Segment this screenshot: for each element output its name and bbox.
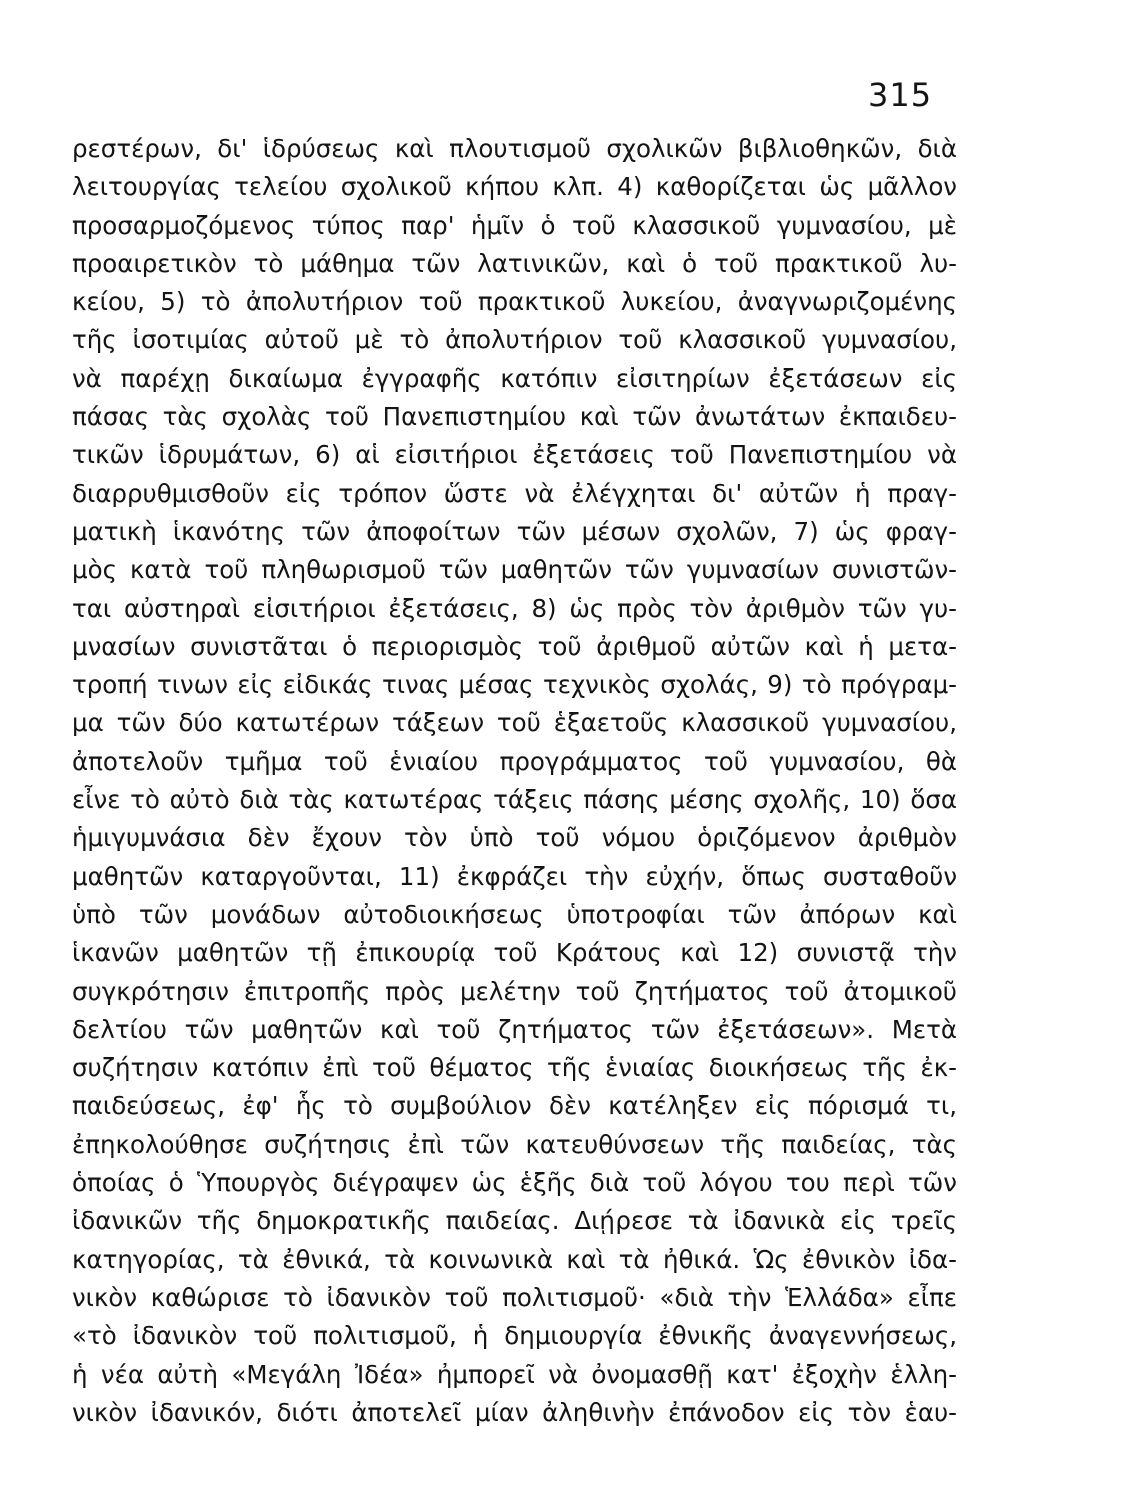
text-line: κείου, 5) τὸ ἀπολυτήριον τοῦ πρακτικοῦ λυκείου, ἀναγνωριζομένης [72, 287, 957, 317]
text-line: τῆς ἰσοτιμίας αὐτοῦ μὲ τὸ ἀπολυτήριον τοῦ κλασσικοῦ γυμνασίου, [72, 325, 957, 355]
text-line: ἐπηκολούθησε συζήτησις ἐπὶ τῶν κατευθύνσεων τῆς παιδείας, τὰς [72, 1129, 957, 1159]
text-line: πάσας τὰς σχολὰς τοῦ Πανεπιστημίου καὶ τῶν ἀνωτάτων ἐκπαιδευ- [72, 402, 957, 432]
body-text [72, 130, 957, 1432]
text-line: συγκρότησιν ἐπιτροπῆς πρὸς μελέτην τοῦ ζητήματος τοῦ ἀτομικοῦ [72, 976, 957, 1006]
text-line: κατηγορίας, τὰ ἐθνικά, τὰ κοινωνικὰ καὶ τὰ ἠθικά. Ὡς ἐθνικὸν ἰδα- [72, 1244, 957, 1274]
text-line: προσαρμοζόμενος τύπος παρ' ἡμῖν ὁ τοῦ κλασσικοῦ γυμνασίου, μὲ [72, 210, 957, 240]
text-line: ὑπὸ τῶν μονάδων αὐτοδιοικήσεως ὑποτροφίαι τῶν ἀπόρων καὶ [72, 899, 957, 929]
text-line: ματικὴ ἱκανότης τῶν ἀποφοίτων τῶν μέσων σχολῶν, 7) ὡς φραγ- [72, 516, 957, 546]
text-line: ἀποτελοῦν τμῆμα τοῦ ἑνιαίου προγράμματος τοῦ γυμνασίου, θὰ [72, 746, 957, 776]
text-line: ὁποίας ὁ Ὑπουργὸς διέγραψεν ὡς ἑξῆς διὰ τοῦ λόγου του περὶ τῶν [72, 1168, 957, 1198]
text-line: μαθητῶν καταργοῦνται, 11) ἐκφράζει τὴν εὐχήν, ὅπως συσταθοῦν [72, 861, 957, 891]
page-number: 315 [868, 76, 933, 114]
text-line: τροπή τινων εἰς εἰδικάς τινας μέσας τεχνικὸς σχολάς, 9) τὸ πρόγραμ- [72, 670, 957, 700]
text-line: ἡμιγυμνάσια δὲν ἔχουν τὸν ὑπὸ τοῦ νόμου ὁριζόμενον ἀριθμὸν [72, 823, 957, 853]
text-line: μα τῶν δύο κατωτέρων τάξεων τοῦ ἑξαετοῦς κλασσικοῦ γυμνασίου, [72, 708, 957, 738]
text-line: εἶνε τὸ αὐτὸ διὰ τὰς κατωτέρας τάξεις πάσης μέσης σχολῆς, 10) ὅσα [72, 785, 957, 815]
text-line: προαιρετικὸν τὸ μάθημα τῶν λατινικῶν, καὶ ὁ τοῦ πρακτικοῦ λυ- [72, 248, 957, 278]
text-line: νὰ παρέχῃ δικαίωμα ἐγγραφῆς κατόπιν εἰσιτηρίων ἐξετάσεων εἰς [72, 363, 957, 393]
text-line: μνασίων συνιστᾶται ὁ περιορισμὸς τοῦ ἀριθμοῦ αὐτῶν καὶ ἡ μετα- [72, 631, 957, 661]
text-line: ἰδανικῶν τῆς δημοκρατικῆς παιδείας. Διῄρεσε τὰ ἰδανικὰ εἰς τρεῖς [72, 1206, 957, 1236]
text-line: ρεστέρων, δι' ἱδρύσεως καὶ πλουτισμοῦ σχολικῶν βιβλιοθηκῶν, διὰ [72, 134, 957, 163]
text-line: λειτουργίας τελείου σχολικοῦ κήπου κλπ. 4) καθορίζεται ὡς μᾶλλον [72, 172, 957, 202]
text-line: δελτίου τῶν μαθητῶν καὶ τοῦ ζητήματος τῶν ἐξετάσεων». Μετὰ [72, 1014, 957, 1044]
text-line: τικῶν ἱδρυμάτων, 6) αἱ εἰσιτήριοι ἐξετάσεις τοῦ Πανεπιστημίου νὰ [72, 440, 957, 470]
text-line: παιδεύσεως, ἐφ' ἧς τὸ συμβούλιον δὲν κατέληξεν εἰς πόρισμά τι, [72, 1091, 957, 1121]
text-line: διαρρυθμισθοῦν εἰς τρόπον ὥστε νὰ ἐλέγχηται δι' αὐτῶν ἡ πραγ- [72, 478, 957, 508]
text-line: μὸς κατὰ τοῦ πληθωρισμοῦ τῶν μαθητῶν τῶν γυμνασίων συνιστῶν- [72, 555, 957, 585]
text-line: ἡ νέα αὐτὴ «Μεγάλη Ἰδέα» ἠμπορεῖ νὰ ὀνομασθῇ κατ' ἐξοχὴν ἑλλη- [72, 1359, 957, 1389]
text-line: «τὸ ἰδανικὸν τοῦ πολιτισμοῦ, ἡ δημιουργία ἐθνικῆς ἀναγεννήσεως, [72, 1321, 957, 1351]
text-line: νικὸν ἰδανικόν, διότι ἀποτελεῖ μίαν ἀληθινὴν ἐπάνοδον εἰς τὸν ἑαυ- [72, 1397, 957, 1427]
text-line: νικὸν καθώρισε τὸ ἰδανικὸν τοῦ πολιτισμοῦ· «διὰ τὴν Ἑλλάδα» εἶπε [72, 1282, 957, 1312]
text-line: συζήτησιν κατόπιν ἐπὶ τοῦ θέματος τῆς ἑνιαίας διοικήσεως τῆς ἐκ- [72, 1053, 957, 1083]
text-line: ται αὐστηραὶ εἰσιτήριοι ἐξετάσεις, 8) ὡς πρὸς τὸν ἀριθμὸν τῶν γυ- [72, 593, 957, 623]
text-line: ἱκανῶν μαθητῶν τῇ ἐπικουρίᾳ τοῦ Κράτους καὶ 12) συνιστᾷ τὴν [72, 938, 957, 968]
